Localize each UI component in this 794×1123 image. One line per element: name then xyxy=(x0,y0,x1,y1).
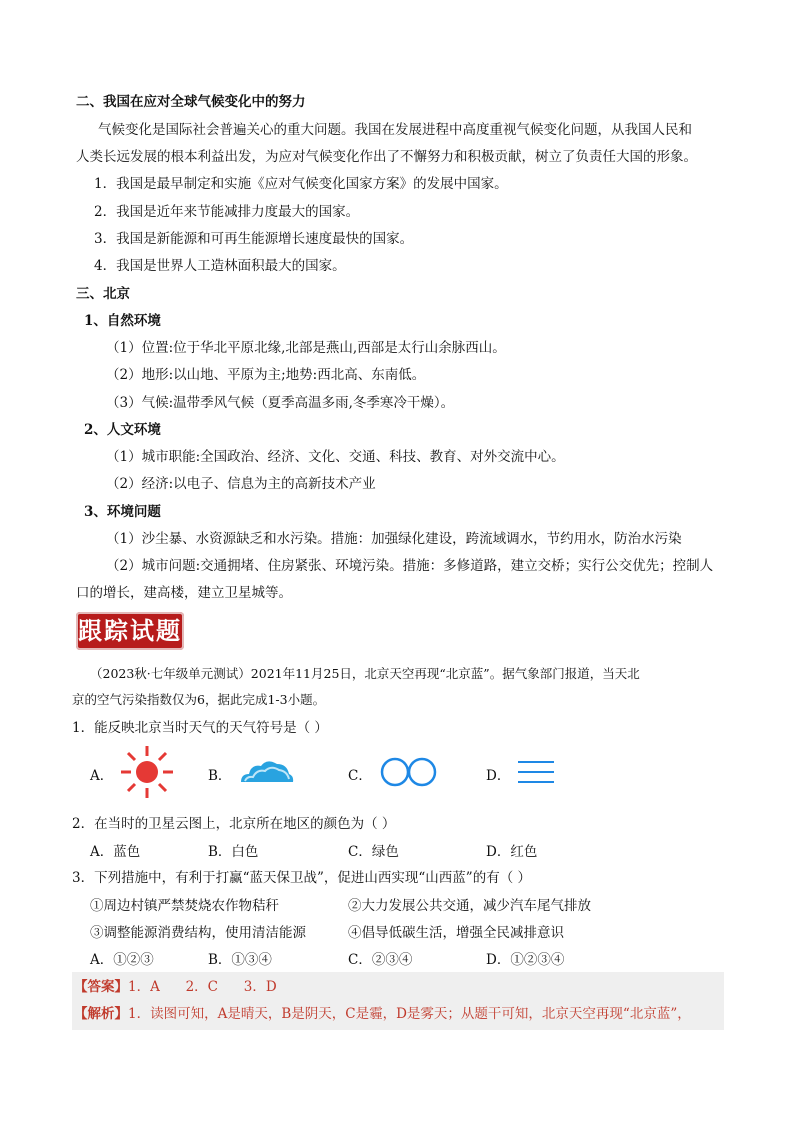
q3-option-b[interactable]: B．①③④ xyxy=(208,952,272,968)
q3-measure: ④倡导低碳生活，增强全民减排意识 xyxy=(348,925,564,941)
section2-heading: 二、我国在应对全球气候变化中的努力 xyxy=(76,94,306,110)
natural-item: （1）位置:位于华北平原北缘,北部是燕山,西部是太行山余脉西山。 xyxy=(106,340,506,356)
env-item: （1）沙尘暴、水资源缺乏和水污染。措施：加强绿化建设，跨流域调水，节约用水，防治水污染 xyxy=(106,531,682,547)
q3-measure: ③调整能源消费结构，使用清洁能源 xyxy=(90,925,306,941)
q3-option-a[interactable]: A．①②③ xyxy=(90,952,154,968)
option-label: D． xyxy=(486,768,511,784)
q1-option-d[interactable] xyxy=(486,744,556,804)
q1-option-a[interactable] xyxy=(90,744,175,804)
tracking-questions-badge: 跟踪试题 xyxy=(76,612,184,650)
option-label: A． xyxy=(90,768,114,784)
q2-option-c[interactable]: C．绿色 xyxy=(348,844,399,860)
sunny-icon xyxy=(119,744,175,804)
q1-options xyxy=(90,744,730,804)
subsection-natural-title: 1、自然环境 xyxy=(84,313,161,329)
q3-option-d[interactable]: D．①②③④ xyxy=(486,952,565,968)
section2-item: 3．我国是新能源和可再生能源增长速度最快的国家。 xyxy=(94,231,414,247)
q1-option-c[interactable] xyxy=(348,744,440,804)
answer-tag: 【答案】 xyxy=(74,979,128,995)
section3-heading: 三、北京 xyxy=(76,286,130,302)
subsection-human-title: 2、人文环境 xyxy=(84,422,161,438)
natural-item: （3）气候:温带季风气候（夏季高温多雨,冬季寒冷干燥）。 xyxy=(106,395,455,411)
subsection-env-title: 3、环境问题 xyxy=(84,504,161,520)
q2-option-b[interactable]: B．白色 xyxy=(208,844,259,860)
analysis-tag: 【解析】 xyxy=(74,1006,128,1022)
section2-item: 4．我国是世界人工造林面积最大的国家。 xyxy=(94,258,346,274)
human-item: （1）城市职能:全国政治、经济、文化、交通、科技、教育、对外交流中心。 xyxy=(106,449,565,465)
q3-option-c[interactable]: C．②③④ xyxy=(348,952,413,968)
q3-measure: ①周边村镇严禁焚烧农作物秸秆 xyxy=(90,898,279,914)
overcast-icon xyxy=(237,754,295,794)
section2-para-line2: 人类长远发展的根本利益出发，为应对气候变化作出了不懈努力和积极贡献，树立了负责任大国的形象。 xyxy=(76,149,697,165)
section2-item: 1．我国是最早制定和实施《应对气候变化国家方案》的发展中国家。 xyxy=(94,176,508,192)
analysis-line xyxy=(74,1004,691,1024)
answer-line xyxy=(74,977,277,997)
natural-item: （2）地形:以山地、平原为主;地势:西北高、东南低。 xyxy=(106,367,426,383)
q2-stem: 2．在当时的卫星云图上，北京所在地区的颜色为（ ） xyxy=(72,816,396,832)
option-label: C． xyxy=(348,768,372,784)
answer-box xyxy=(72,972,724,1030)
q1-option-b[interactable] xyxy=(208,744,295,804)
question-intro-line2: 京的空气污染指数仅为6，据此完成1-3小题。 xyxy=(72,692,326,707)
answer-text: 1．A 2．C 3．D xyxy=(128,979,277,995)
haze-icon xyxy=(378,754,440,794)
q2-option-a[interactable]: A．蓝色 xyxy=(90,844,141,860)
human-item: （2）经济:以电子、信息为主的高新技术产业 xyxy=(106,476,376,492)
q2-option-d[interactable]: D．红色 xyxy=(486,844,538,860)
q3-measure: ②大力发展公共交通，减少汽车尾气排放 xyxy=(348,898,591,914)
analysis-text: 1．读图可知，A是晴天，B是阴天，C是霾，D是雾天；从题干可知，北京天空再现“北京蓝”， xyxy=(128,1006,691,1022)
question-intro-line1: （2023秋·七年级单元测试）2021年11月25日，北京天空再现“北京蓝”。据气象部门报道，当天北 xyxy=(90,666,640,681)
env-item-continued: 口的增长，建高楼，建立卫星城等。 xyxy=(76,585,292,601)
env-item: （2）城市问题:交通拥堵、住房紧张、环境污染。措施：多修道路，建立交桥；实行公交优先；控制人 xyxy=(106,558,714,574)
section2-item: 2．我国是近年来节能减排力度最大的国家。 xyxy=(94,204,360,220)
fog-icon xyxy=(516,757,556,791)
q1-stem: 1．能反映北京当时天气的天气符号是（ ） xyxy=(72,720,328,736)
option-label: B． xyxy=(208,768,232,784)
q3-stem: 3．下列措施中，有利于打赢“蓝天保卫战”，促进山西实现“山西蓝”的有（ ） xyxy=(72,870,531,886)
section2-para-line1: 气候变化是国际社会普遍关心的重大问题。我国在发展进程中高度重视气候变化问题，从我国人民和 xyxy=(98,122,692,138)
